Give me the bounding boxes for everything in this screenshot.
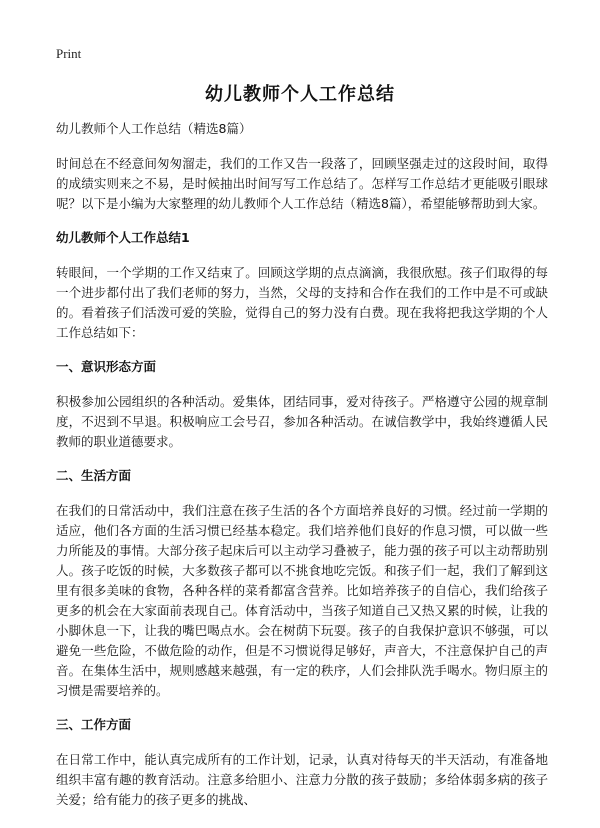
part-ideology-paragraph: 积极参加公园组织的各种活动。爱集体，团结同事，爱对待孩子。严格遵守公园的规章制度，不迟到不早退。积极响应工会号召，参加各种活动。在诚信教学中，我始终遵循人民教师的职业道德要求。 [56, 394, 548, 449]
section-heading-1: 幼儿教师个人工作总结1 [56, 230, 190, 245]
part-heading-work: 三、工作方面 [56, 717, 132, 732]
part-heading-life: 二、生活方面 [56, 468, 132, 483]
print-label: Print [56, 46, 82, 61]
part-life-paragraph: 在我们的日常活动中，我们注意在孩子生活的各个方面培养良好的习惯。经过前一学期的适应，他们各方面的生活习惯已经基本稳定。我们培养他们良好的作息习惯，可以做一些力所能及的事情。大部分孩子起床后可以主动学习叠被子，能力强的孩子可以主动帮助别人。孩子吃饭的时候，大多数孩子都可以不挑食地吃完饭。和孩子们一起，我们了解到这里有很多美味的食物，各种各样的菜肴都富含营养。比如培养孩子的自信心，我们给孩子更多的机会在大家面前表现自己。体育活动中，当孩子知道自己又热又累的时候，让我的小脚休息一下，让我的嘴巴喝点水。会在树荫下玩耍。孩子的自我保护意识不够强，可以避免一些危险，不做危险的动作，但是不习惯说得足够好，声音大，不注意保护自己的声音。在集体生活中，规则感越来越强，有一定的秩序，人们会排队洗手喝水。物归原主的习惯是需要培养的。 [56, 503, 548, 698]
intro-paragraph: 时间总在不经意间匆匆溜走，我们的工作又告一段落了，回顾坚强走过的这段时间，取得的成绩实则来之不易，是时候抽出时间写写工作总结了。怎样写工作总结才更能吸引眼球呢？以下是小编为大家整理的幼儿教师个人工作总结（精选8篇），希望能够帮助到大家。 [56, 156, 548, 211]
part-work-paragraph: 在日常工作中，能认真完成所有的工作计划，记录，认真对待每天的半天活动，有准备地组织丰富有趣的教育活动。注意多给胆小、注意力分散的孩子鼓励；多给体弱多病的孩子关爱；给有能力的孩子更多的挑战、 [56, 752, 548, 807]
document-body [56, 120, 548, 825]
document-title: 幼儿教师个人工作总结 [205, 84, 395, 105]
section-1-paragraph: 转眼间，一个学期的工作又结束了。回顾这学期的点点滴滴，我很欣慰。孩子们取得的每一个进步都付出了我们老师的努力，当然，父母的支持和合作在我们的工作中是不可或缺的。看着孩子们活泼可爱的笑脸，觉得自己的努力没有白费。现在我将把我这学期的个人工作总结如下： [56, 265, 548, 340]
part-heading-ideology: 一、意识形态方面 [56, 359, 157, 374]
document-subtitle: 幼儿教师个人工作总结（精选8篇） [56, 121, 252, 136]
